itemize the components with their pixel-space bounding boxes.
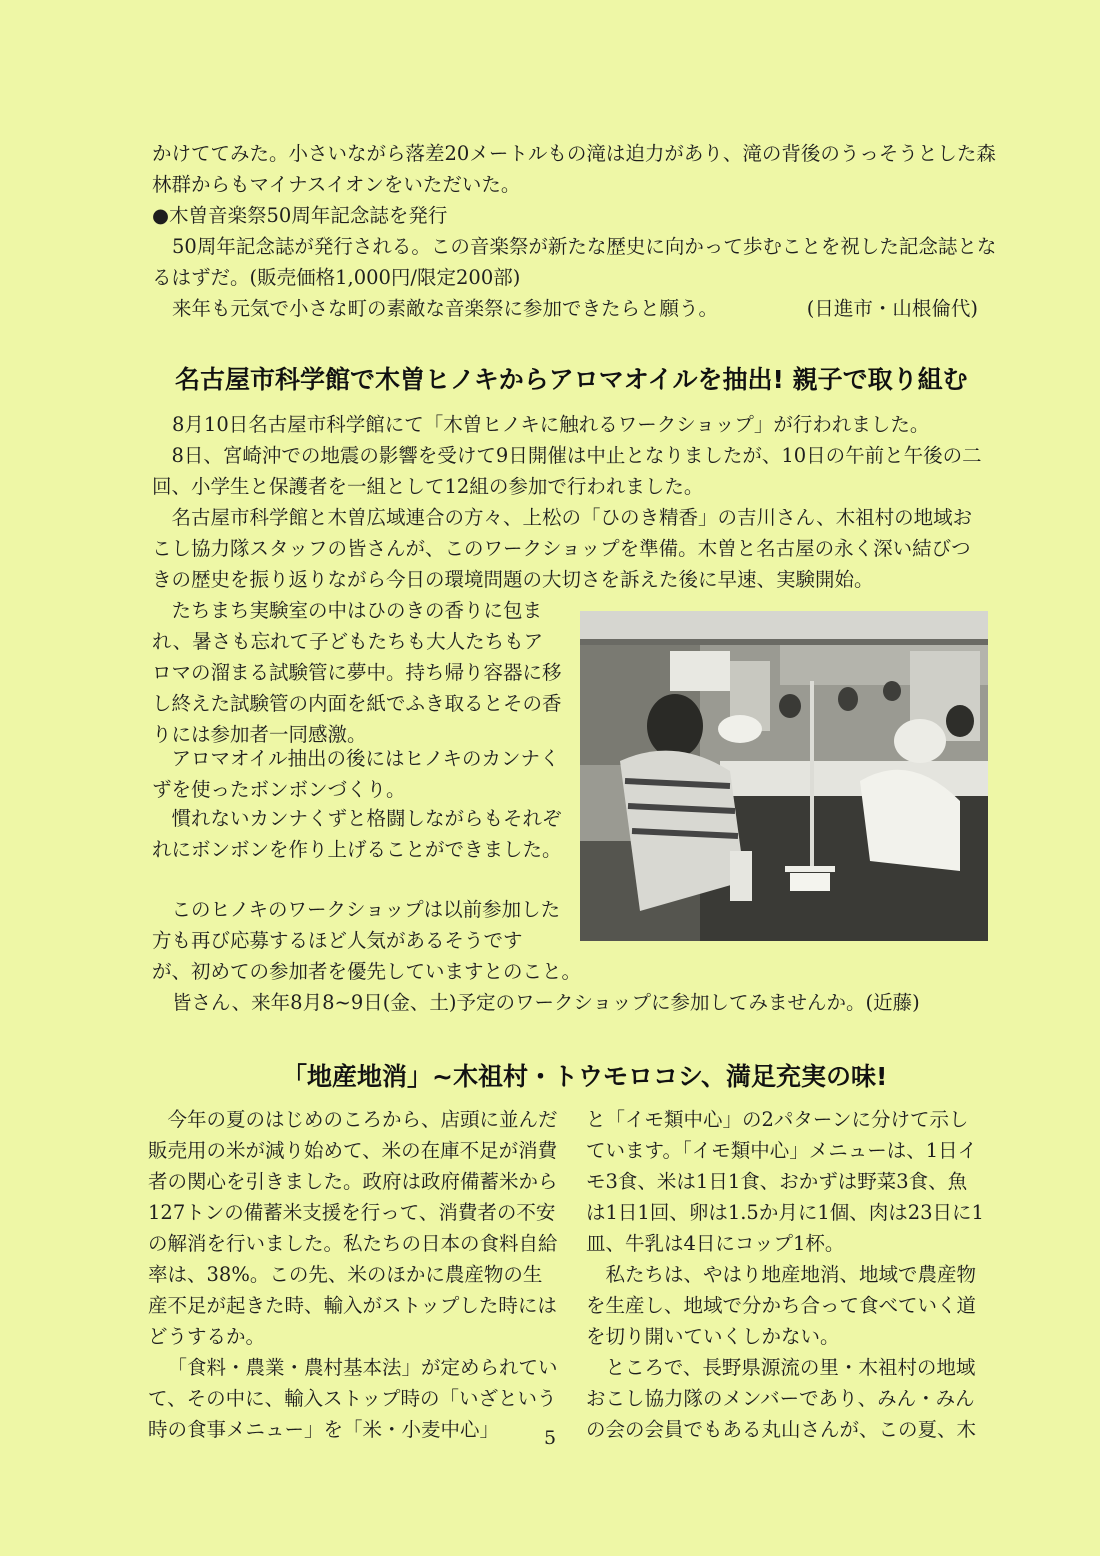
article1-para-8: 皆さん、来年8月8~9日(金、土)予定のワークショップに参加してみませんか。(近藤) <box>172 991 920 1014</box>
intro-line-2: 林群からもマイナスイオンをいただいた。 <box>152 173 521 196</box>
intro-line-5: 来年も元気で小さな町の素敵な音楽祭に参加できたらと願う。 <box>172 297 719 320</box>
article1-para-4: たちまち実験室の中はひのきの香りに包まれ、暑さも忘れて子どもたちも大人たちもアロマの溜まる試験管に夢中。持ち帰り容器に移し終えた試験管の内面を紙でふき取るとその香りには参加者一同感激。 <box>152 599 562 746</box>
article1-para-3: 名古屋市科学館と木曽広域連合の方々、上松の「ひのき精香」の吉川さん、木祖村の地域おこし協力隊スタッフの皆さんが、このワークショップを準備。木曽と名古屋の永く深い結びつきの歴史を振り返りながら今日の環境問題の大切さを訴えた後に早速、実験開始。 <box>152 506 973 591</box>
article1-para-1: 8月10日名古屋市科学館にて「木曽ヒノキに触れるワークショップ」が行われました。 <box>172 413 930 436</box>
article1-para-2: 8日、宮崎沖での地震の影響を受けて9日開催は中止となりましたが、10日の午前と午後の二回、小学生と保護者を一組として12組の参加で行われました。 <box>152 444 982 498</box>
workshop-photo-illustration <box>580 611 988 941</box>
article1-title: 名古屋市科学館で木曽ヒノキからアロマオイルを抽出! 親子で取り組む <box>175 365 968 394</box>
intro-signature: (日進市・山根倫代) <box>806 297 978 320</box>
article2-title: 「地産地消」~木祖村・トウモロコシ、満足充実の味! <box>282 1062 888 1091</box>
workshop-photo <box>580 611 988 941</box>
article2-right-para-2: 私たちは、やはり地産地消、地域で農産物を生産し、地域で分かち合って食べていく道を切り開いていくしかない。 <box>586 1263 977 1348</box>
article1-para-7a: このヒノキのワークショップは以前参加した方も再び応募するほど人気があるそうです <box>152 898 561 952</box>
intro-line-3: 50周年記念誌が発行される。この音楽祭が新たな歴史に向かって歩むことを祝した記念誌とな <box>172 235 997 258</box>
intro-line-1: かけててみた。小さいながら落差20メートルもの滝は迫力があり、滝の背後のうっそうとした森 <box>152 142 996 165</box>
article1-para-7b: が、初めての参加者を優先していますとのこと。 <box>152 960 582 983</box>
page-number: 5 <box>543 1427 557 1449</box>
article2-left-para-1: 今年の夏のはじめのころから、店頭に並んだ販売用の米が減り始めて、米の在庫不足が消費者の関心を引きました。政府は政府備蓄米から127トンの備蓄米支援を行って、消費者の不安の解消を行いました。私たちの日本の食料自給率は、38%。この先、米のほかに農産物の生産不足が起きた時、輸入がストップした時にはどうするか。 <box>148 1108 558 1348</box>
article2-right-para-3: ところで、長野県源流の里・木祖村の地域おこし協力隊のメンバーであり、みん・みんの会の会員でもある丸山さんが、この夏、木 <box>586 1356 977 1441</box>
intro-line-4: るはずだ。(販売価格1,000円/限定200部) <box>152 266 521 289</box>
article2-left-para-2: 「食料・農業・農村基本法」が定められていて、その中に、輸入ストップ時の「いざという時の食事メニュー」を「米・小麦中心」 <box>148 1356 558 1441</box>
article2-right-para-1: と「イモ類中心」の2パターンに分けて示しています。「イモ類中心」メニューは、1日イモ3食、米は1日1食、おかずは野菜3食、魚は1日1回、卵は1.5か月に1個、肉は23日に1皿、牛乳は4日にコップ1杯。 <box>586 1108 984 1255</box>
article1-para-6: 慣れないカンナくずと格闘しながらもそれぞれにボンボンを作り上げることができました。 <box>152 807 562 861</box>
article1-para-5: アロマオイル抽出の後にはヒノキのカンナくずを使ったボンボンづくり。 <box>152 747 560 801</box>
bullet-heading: ●木曽音楽祭50周年記念誌を発行 <box>152 204 448 227</box>
